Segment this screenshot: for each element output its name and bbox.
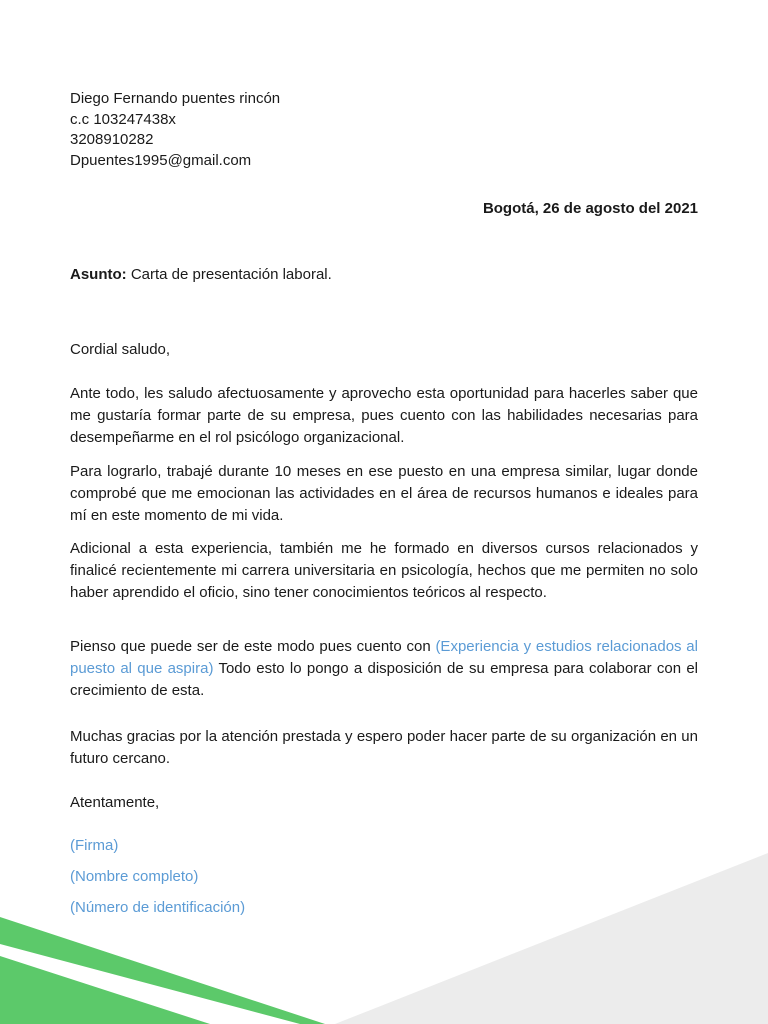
sender-email: Dpuentes1995@gmail.com: [70, 151, 252, 169]
paragraph-2: Para lograrlo, trabajé durante 10 meses en ese puesto en una empresa similar, lugar donde comprobé que me emocionan las actividades en el área de recursos humanos e ideales para mí en este momento de mi vida.: [70, 463, 698, 524]
paragraph-4-end: Todo esto lo pongo a disposición de su empresa para colaborar con el crecimiento de esta.: [70, 660, 699, 699]
subject-line: [70, 264, 698, 286]
paragraph-1: Ante todo, les saludo afectuosamente y aprovecho esta oportunidad para hacerles saber que me gustaría formar parte de su empresa, pues cuento con las habilidades necesarias para desempeñarme en el rol psicólogo organizacional.: [70, 385, 698, 446]
greeting: Cordial saludo,: [70, 341, 171, 358]
full-name-placeholder: (Nombre completo): [70, 868, 199, 885]
id-number-placeholder: (Número de identificación): [70, 899, 246, 916]
sender-phone: 3208910282: [70, 131, 154, 148]
sender-name: Diego Fernando puentes rincón: [70, 90, 281, 107]
sender-block: [70, 89, 698, 171]
paragraph-5: Muchas gracias por la atención prestada y espero poder hacer parte de su organización en un futuro cercano.: [70, 728, 698, 767]
letter-date: Bogotá, 26 de agosto del 2021: [482, 200, 698, 217]
subject-label: Asunto: [70, 266, 122, 283]
gray-shape: [335, 853, 768, 1024]
closing: Atentamente,: [70, 794, 160, 811]
subject-text: Carta de presentación laboral.: [126, 266, 332, 283]
paragraph-4: [70, 636, 698, 702]
experience-placeholder: (Experiencia y estudios relacionados al puesto al que aspira): [70, 638, 698, 677]
subject-colon: :: [121, 266, 127, 283]
paragraph-4-start: Pienso que puede ser de este modo pues cuento con: [70, 638, 436, 655]
signature-placeholder: (Firma): [70, 837, 119, 854]
sender-id: c.c 103247438x: [70, 110, 176, 128]
paragraph-3: Adicional a esta experiencia, también me he formado en diversos cursos relacionados y finalicé recientemente mi carrera universitaria en psicología, hechos que me permiten no solo haber aprendido el oficio, sino tener conocimientos teóricos al respecto.: [70, 540, 698, 601]
